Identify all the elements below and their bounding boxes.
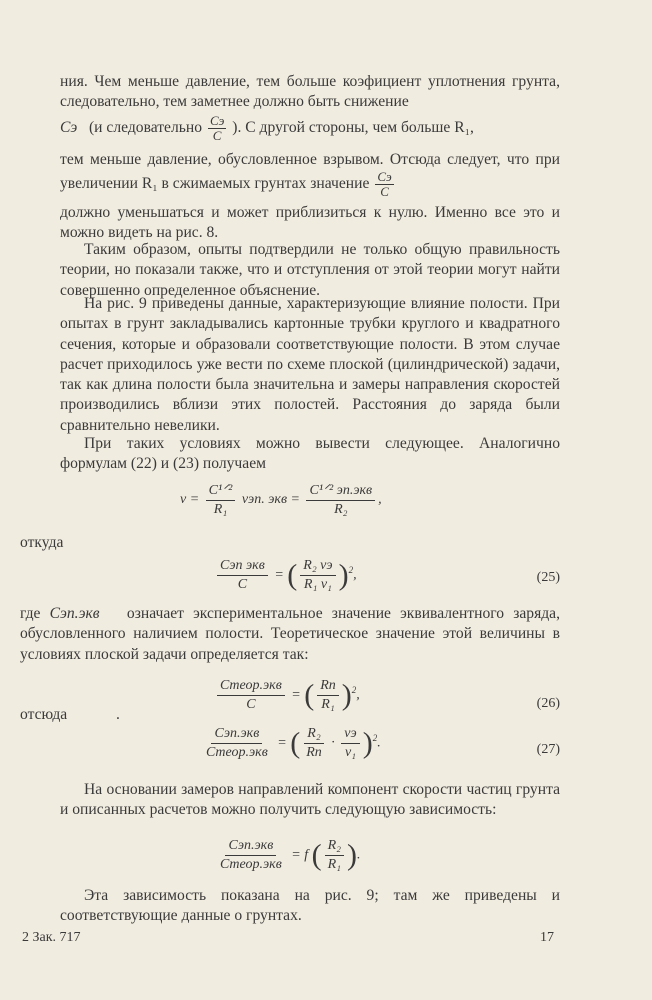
label-otsyuda: отсюда [20, 706, 68, 723]
eq-number-27: (27) [536, 742, 560, 757]
p1-symbol-ce: Cэ [60, 119, 78, 137]
paragraph-6: На основании замеров направлений компонент скорости частиц грунта и описанных расчетов можно получить следующую зависимость: [60, 781, 560, 819]
paragraph-1-line-c [60, 150, 560, 199]
footer-order-number: 2 Зак. 717 [22, 930, 81, 945]
equation-28: $\frac{\text{Cэп.экв}}{\text{Cтеор.экв}}$ = f ( $\frac{\text{R₂}}{\text{R₁}}$ ). [220, 838, 361, 872]
paragraph-3 [60, 294, 560, 436]
p2-text: Таким образом, опыты подтвердили не только общую правильность теории, но показали также, что и отступления от этой теории могут найти совершенно определенное объяснение. [60, 241, 560, 299]
eq-number-26: (26) [536, 696, 560, 711]
p1-fraction-1: $\frac{Cэ}{C}$ [209, 113, 225, 143]
paragraph-1-line-b [60, 114, 560, 143]
label-otkuda: откуда [20, 534, 64, 551]
p4-text: При таких условиях можно вывести следующее. Аналогично формулам (22) и (23) получаем [60, 435, 560, 473]
paragraph-5: где Cэп.экв означает экспериментальное значение эквивалентного заряда, обусловленного наличием полости. Теоретическое значение этой величины в условиях плоской задачи определяется так: [20, 605, 560, 663]
paragraph-1-line-a [60, 72, 560, 113]
p1-end-text: ). С другой стороны, чем больше R₁, [232, 119, 474, 137]
page-number: 17 [540, 930, 554, 945]
paragraph-1-line-d [60, 203, 560, 244]
label-dot: . [116, 706, 120, 723]
paragraph-7: Эта зависимость показана на рис. 9; там же приведены и соответствующие данные о грунтах. [60, 887, 560, 925]
paragraph-2 [60, 240, 560, 301]
eq-number-25: (25) [536, 570, 560, 585]
p1-fraction-2: $\frac{Cэ}{C}$ [377, 169, 392, 200]
equation-27: $\frac{\text{Cэп.экв}}{\text{Cтеор.экв}}$ = ( $\frac{\text{R₂}}{Rп}$ · $\frac{vэ}{\text{v₁}}$ )$^2$. [206, 726, 381, 760]
equation-25: $\frac{\text{Cэп экв}}{C}$ = ( $\frac{\text{R₂ vэ}}{\text{R₁ v₁}}$ )$^2$, [214, 558, 357, 593]
p3-text: На рис. 9 приведены данные, характеризующие влияние полости. При опытах в грунт закладывались картонные трубки круглого и квадратного сечения, которые и образовали соответствующие полости. В этом случае расчет приходилось уже вести по схеме плоской (цилиндрической) задачи, так как длина полости была значительна и замеры направления скоростей производились вблизи этих полостей. Расстояния до заряда были сравнительно невелики. [60, 295, 560, 434]
symbol-c-ep-ekv: Cэп.экв [49, 605, 100, 622]
p1-text-d: должно уменьшаться и может приблизиться к нулю. Именно все это и можно видеть на рис. 8. [60, 204, 560, 242]
p1-text-c: тем меньше давление, обусловленное взрывом. Отсюда следует, что при увеличении R₁ в сжимаемых грунтах значение [60, 151, 560, 193]
equation-26: $\frac{\text{Cтеор.экв}}{C}$ = ( $\frac{Rп}{\text{R₁}}$ )$^2$, [214, 678, 360, 713]
p1-text-a: ния. Чем меньше давление, тем больше коэфициент уплотнения грунта, следовательно, тем заметнее должно быть снижение [60, 73, 560, 111]
equation-1: v = $\frac{\text{C¹ᐟ²}}{\text{R₁}}$ vэп. экв = $\frac{\text{C¹ᐟ² эп.экв}}{\text{R₂}}$ , [180, 483, 382, 517]
paragraph-4 [60, 434, 560, 475]
p1-mid-text: (и следовательно [88, 119, 203, 137]
